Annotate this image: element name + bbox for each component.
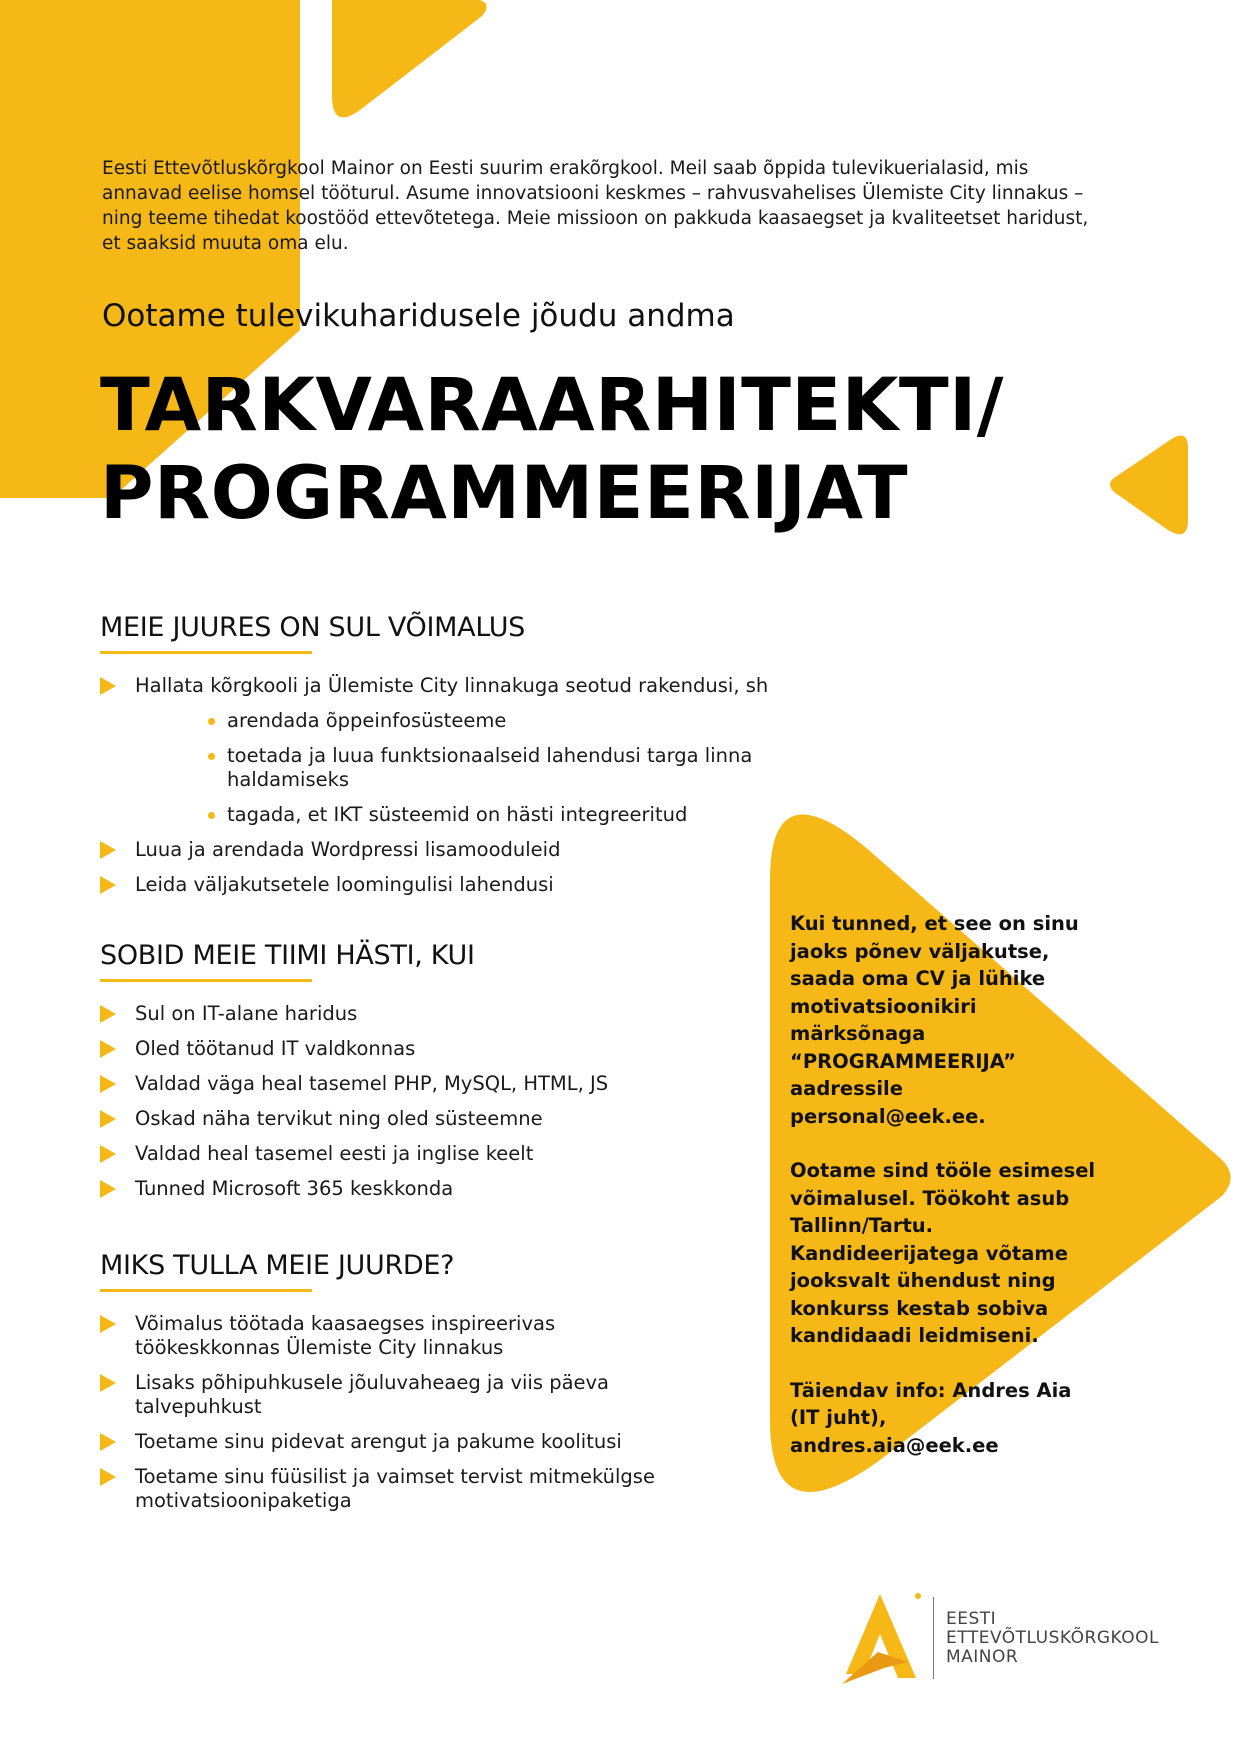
triangle-bullet-icon <box>100 841 116 859</box>
job-title-line1: TARKVARAARHITEKTI/ <box>100 363 1004 448</box>
list-item-text: Toetame sinu pidevat arengut ja pakume koolitusi <box>135 1430 622 1453</box>
list-item <box>100 674 800 827</box>
callout-start-text: Ootame sind tööle esimesel võimalusel. Töökoht asub Tallinn/Tartu. Kandideerijatega võtame jooksvalt ühendust ning konkurss kestab sobiva kandidaadi leidmiseni. <box>790 1159 1096 1347</box>
section-benefits <box>100 1250 800 1524</box>
list-item <box>100 1072 800 1096</box>
list-item-text: Toetame sinu füüsilist ja vaimset tervist mitmekülgse motivatsioonipaketiga <box>135 1465 655 1512</box>
heading-underline <box>100 1289 312 1292</box>
bullet-list <box>100 674 800 897</box>
dot-bullet-icon <box>208 718 215 725</box>
list-item-text: Valdad heal tasemel eesti ja inglise keelt <box>135 1142 534 1165</box>
list-item-text: Leida väljakutsetele loomingulisi lahendusi <box>135 873 554 896</box>
triangle-bullet-icon <box>100 1374 116 1392</box>
sub-list-item <box>205 744 787 792</box>
callout-apply-text: Kui tunned, et see on sinu jaoks põnev väljakutse, saada oma CV ja lühike motivatsioonikiri märksõnaga “PROGRAMMEERIJA” aadressile personal@eek.ee. <box>790 912 1079 1128</box>
list-item <box>100 1312 660 1360</box>
logo-line-3: MAINOR <box>946 1647 1019 1667</box>
triangle-bullet-icon <box>100 1075 116 1093</box>
tagline: Ootame tulevikuharidusele jõudu andma <box>102 298 735 334</box>
list-item <box>100 1107 800 1131</box>
triangle-bullet-icon <box>100 1433 116 1451</box>
callout-contact-text: Täiendav info: Andres Aia (IT juht), andres.aia@eek.ee <box>790 1378 1072 1457</box>
list-item-text: Sul on IT-alane haridus <box>135 1002 358 1025</box>
section-requirements <box>100 940 800 1212</box>
triangle-bullet-icon <box>100 1315 116 1333</box>
list-item-text: Oskad näha tervikut ning oled süsteemne <box>135 1107 543 1130</box>
section-heading: MEIE JUURES ON SUL VÕIMALUS <box>100 612 526 643</box>
list-item <box>100 1037 800 1061</box>
application-callout <box>790 910 1100 1486</box>
logo-divider <box>933 1597 934 1679</box>
logo-line-1: EESTI <box>946 1609 997 1629</box>
sub-list-item-text: toetada ja luua funktsionaalseid lahendusi targa linna haldamiseks <box>227 744 753 791</box>
list-item-text: Tunned Microsoft 365 keskkonda <box>135 1177 454 1200</box>
sub-list-item <box>205 803 787 827</box>
list-item-text: Lisaks põhipuhkusele jõuluvaheaeg ja viis päeva talvepuhkust <box>135 1371 610 1418</box>
list-item-text: Valdad väga heal tasemel PHP, MySQL, HTML, JS <box>135 1072 609 1095</box>
arrow-triangle-shape <box>1110 436 1188 535</box>
list-item-text: Võimalus töötada kaasaegses inspireerivas töökeskkonnas Ülemiste City linnakus <box>135 1312 556 1359</box>
heading-underline <box>100 651 312 654</box>
list-item-text: Oled töötanud IT valdkonnas <box>135 1037 416 1060</box>
sub-list <box>135 709 800 827</box>
section-opportunities <box>100 612 800 908</box>
heading-underline <box>100 979 312 982</box>
dot-bullet-icon <box>208 812 215 819</box>
logo-text <box>946 1610 1159 1667</box>
triangle-bullet-icon <box>100 1005 116 1023</box>
section-heading: SOBID MEIE TIIMI HÄSTI, KUI <box>100 940 475 971</box>
bullet-list <box>100 1002 800 1201</box>
list-item <box>100 1177 800 1201</box>
intro-paragraph: Eesti Ettevõtluskõrgkool Mainor on Eesti suurim erakõrgkool. Meil saab õppida tulevikuerialasid, mis annavad eelise homsel tööturul. Asume innovatsiooni keskmes – rahvusvahelises Ülemiste City linnakus – ning teeme tihedat koostööd ettevõtetega. Meie missioon on pakkuda kaasaegset ja kvaliteetset haridust, et saaksid muuta oma elu. <box>102 158 1089 254</box>
top-triangle-shape <box>332 0 487 117</box>
sub-list-item-text: tagada, et IKT süsteemid on hästi integreeritud <box>227 803 688 826</box>
triangle-bullet-icon <box>100 876 116 894</box>
bullet-list <box>100 1312 660 1513</box>
list-item <box>100 1465 660 1513</box>
logo-line-2: ETTEVÕTLUSKÕRGKOOL <box>946 1628 1159 1648</box>
section-heading: MIKS TULLA MEIE JUURDE? <box>100 1250 455 1281</box>
job-title-line2: PROGRAMMEERIJAT <box>100 451 909 536</box>
triangle-bullet-icon <box>100 1040 116 1058</box>
dot-bullet-icon <box>208 753 215 760</box>
job-title <box>100 362 1004 538</box>
list-item <box>100 838 800 862</box>
triangle-bullet-icon <box>100 1468 116 1486</box>
sub-list-item-text: arendada õppeinfosüsteeme <box>227 709 507 732</box>
list-item <box>100 1142 800 1166</box>
list-item-text: Luua ja arendada Wordpressi lisamooduleid <box>135 838 561 861</box>
list-item-text: Hallata kõrgkooli ja Ülemiste City linnakuga seotud rakendusi, sh <box>135 674 769 697</box>
list-item <box>100 1371 660 1419</box>
list-item <box>100 1002 800 1026</box>
triangle-bullet-icon <box>100 1180 116 1198</box>
triangle-bullet-icon <box>100 1145 116 1163</box>
triangle-bullet-icon <box>100 1110 116 1128</box>
list-item <box>100 873 800 897</box>
triangle-bullet-icon <box>100 677 116 695</box>
list-item <box>100 1430 660 1454</box>
mainor-logo-icon <box>838 1590 924 1686</box>
sub-list-item <box>205 709 787 733</box>
